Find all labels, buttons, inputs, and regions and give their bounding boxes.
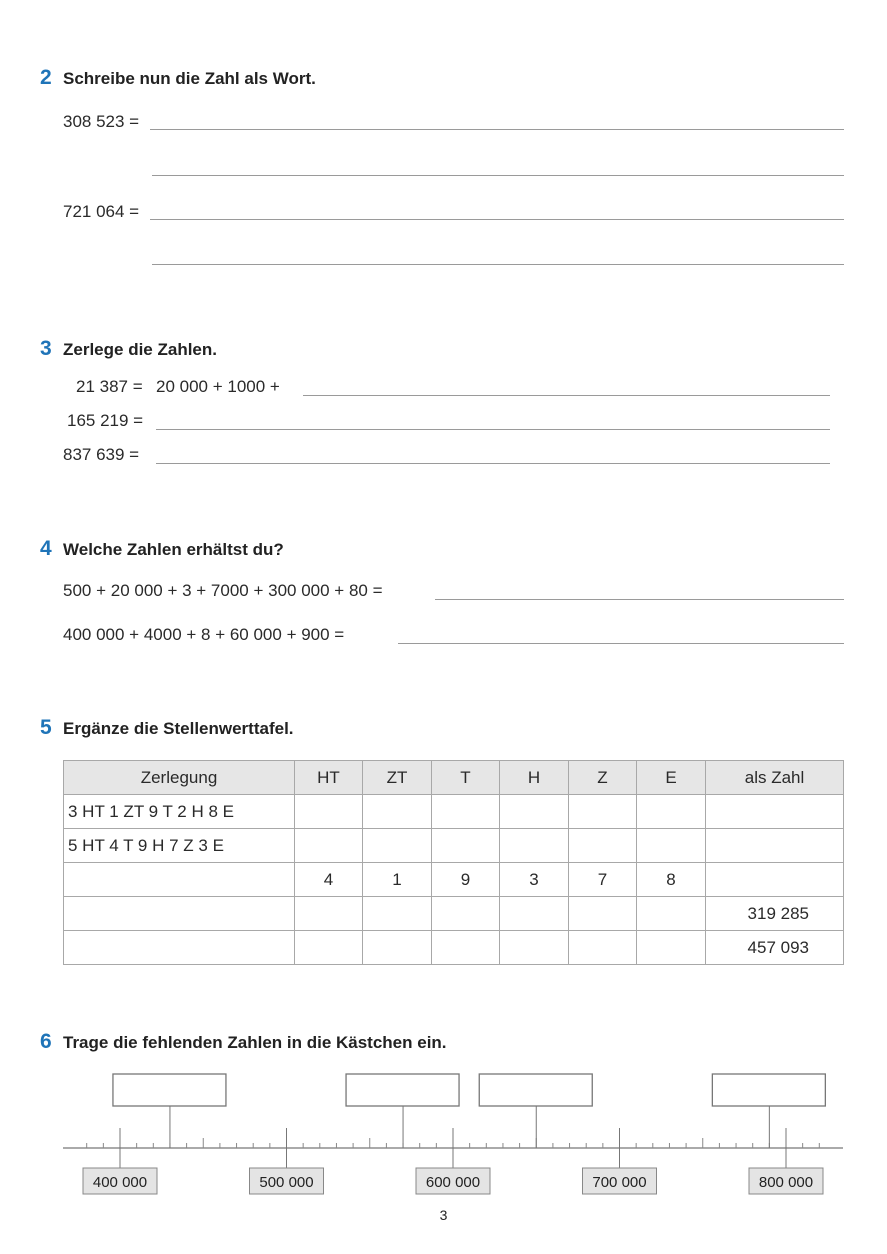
digit-cell[interactable] xyxy=(569,931,637,965)
decomposition-cell: 3 HT 1 ZT 9 T 2 H 8 E xyxy=(64,795,295,829)
digit-cell: 3 xyxy=(500,863,569,897)
sum-expression: 500 + 20 000 + 3 + 7000 + 300 000 + 80 = xyxy=(63,581,383,600)
digit-cell[interactable] xyxy=(500,897,569,931)
header-cell: Zerlegung xyxy=(64,761,295,795)
answer-box[interactable] xyxy=(113,1074,226,1106)
answer-line[interactable] xyxy=(398,643,844,644)
number-cell: 319 285 xyxy=(706,897,844,931)
digit-cell[interactable] xyxy=(295,829,363,863)
task-title: Ergänze die Stellenwerttafel. xyxy=(63,719,294,738)
digit-cell[interactable] xyxy=(500,829,569,863)
answer-line[interactable] xyxy=(303,395,830,396)
header-cell: E xyxy=(637,761,706,795)
digit-cell[interactable] xyxy=(295,897,363,931)
number-label: 600 000 xyxy=(425,1174,481,1191)
digit-cell[interactable] xyxy=(432,897,500,931)
digit-cell[interactable] xyxy=(295,795,363,829)
number-cell[interactable] xyxy=(706,863,844,897)
task-title: Schreibe nun die Zahl als Wort. xyxy=(63,69,316,88)
digit-cell[interactable] xyxy=(432,795,500,829)
header-cell: ZT xyxy=(363,761,432,795)
number-label: 800 000 xyxy=(758,1174,814,1191)
digit-cell[interactable] xyxy=(295,931,363,965)
number-label: 500 000 xyxy=(259,1174,314,1191)
task-number: 2 xyxy=(40,66,52,89)
digit-cell: 1 xyxy=(363,863,432,897)
digit-cell[interactable] xyxy=(432,829,500,863)
task-number: 5 xyxy=(40,716,52,739)
answer-line[interactable] xyxy=(152,175,844,176)
table-row xyxy=(64,795,844,829)
table-row xyxy=(64,931,844,965)
number-label: 21 387 = xyxy=(76,377,143,396)
table-row xyxy=(64,863,844,897)
number-label: 308 523 = xyxy=(63,112,140,131)
number-cell[interactable] xyxy=(706,829,844,863)
digit-cell[interactable] xyxy=(569,829,637,863)
task-title: Welche Zahlen erhältst du? xyxy=(63,540,284,559)
answer-line[interactable] xyxy=(150,129,844,130)
digit-cell[interactable] xyxy=(363,931,432,965)
decomposition-cell: 5 HT 4 T 9 H 7 Z 3 E xyxy=(64,829,295,863)
header-cell: Z xyxy=(569,761,637,795)
digit-cell: 4 xyxy=(295,863,363,897)
digit-cell[interactable] xyxy=(569,897,637,931)
header-cell: T xyxy=(432,761,500,795)
task-title: Trage die fehlenden Zahlen in die Kästchen ein. xyxy=(63,1033,447,1052)
table-row xyxy=(64,829,844,863)
decomposition-cell[interactable] xyxy=(64,931,295,965)
page-number: 3 xyxy=(439,1207,448,1223)
sum-expression: 400 000 + 4000 + 8 + 60 000 + 900 = xyxy=(63,625,345,644)
task-4-heading xyxy=(40,537,284,561)
partial-decomposition: 20 000 + 1000 + xyxy=(156,377,280,396)
digit-cell[interactable] xyxy=(637,829,706,863)
digit-cell[interactable] xyxy=(637,795,706,829)
digit-cell[interactable] xyxy=(500,795,569,829)
digit-cell[interactable] xyxy=(637,897,706,931)
task-3-heading xyxy=(40,337,217,361)
number-cell: 457 093 xyxy=(706,931,844,965)
place-value-table xyxy=(63,760,844,965)
task-2-heading xyxy=(40,66,316,90)
digit-cell: 9 xyxy=(432,863,500,897)
digit-cell[interactable] xyxy=(363,897,432,931)
answer-line[interactable] xyxy=(435,599,844,600)
header-cell: H xyxy=(500,761,569,795)
digit-cell[interactable] xyxy=(432,931,500,965)
header-cell: als Zahl xyxy=(706,761,844,795)
number-label: 165 219 = xyxy=(67,411,144,430)
digit-cell: 7 xyxy=(569,863,637,897)
task-number: 4 xyxy=(40,537,52,560)
task-number: 6 xyxy=(40,1030,52,1053)
digit-cell[interactable] xyxy=(637,931,706,965)
table-row xyxy=(64,897,844,931)
task-number: 3 xyxy=(40,337,52,360)
digit-cell[interactable] xyxy=(500,931,569,965)
number-label: 400 000 xyxy=(92,1174,148,1191)
task-5-heading xyxy=(40,716,294,740)
answer-line[interactable] xyxy=(150,219,844,220)
answer-box[interactable] xyxy=(346,1074,459,1106)
answer-box[interactable] xyxy=(479,1074,592,1106)
decomposition-cell[interactable] xyxy=(64,897,295,931)
table-header-row xyxy=(64,761,844,795)
digit-cell[interactable] xyxy=(363,795,432,829)
number-cell[interactable] xyxy=(706,795,844,829)
number-line xyxy=(0,1060,887,1205)
answer-line[interactable] xyxy=(152,264,844,265)
digit-cell: 8 xyxy=(637,863,706,897)
answer-box[interactable] xyxy=(712,1074,825,1106)
number-label: 700 000 xyxy=(592,1174,647,1191)
decomposition-cell[interactable] xyxy=(64,863,295,897)
number-label: 721 064 = xyxy=(63,202,140,221)
number-label: 837 639 = xyxy=(63,445,140,464)
header-cell: HT xyxy=(295,761,363,795)
digit-cell[interactable] xyxy=(363,829,432,863)
answer-line[interactable] xyxy=(156,463,830,464)
task-title: Zerlege die Zahlen. xyxy=(63,340,217,359)
digit-cell[interactable] xyxy=(569,795,637,829)
answer-line[interactable] xyxy=(156,429,830,430)
task-6-heading xyxy=(40,1030,447,1054)
